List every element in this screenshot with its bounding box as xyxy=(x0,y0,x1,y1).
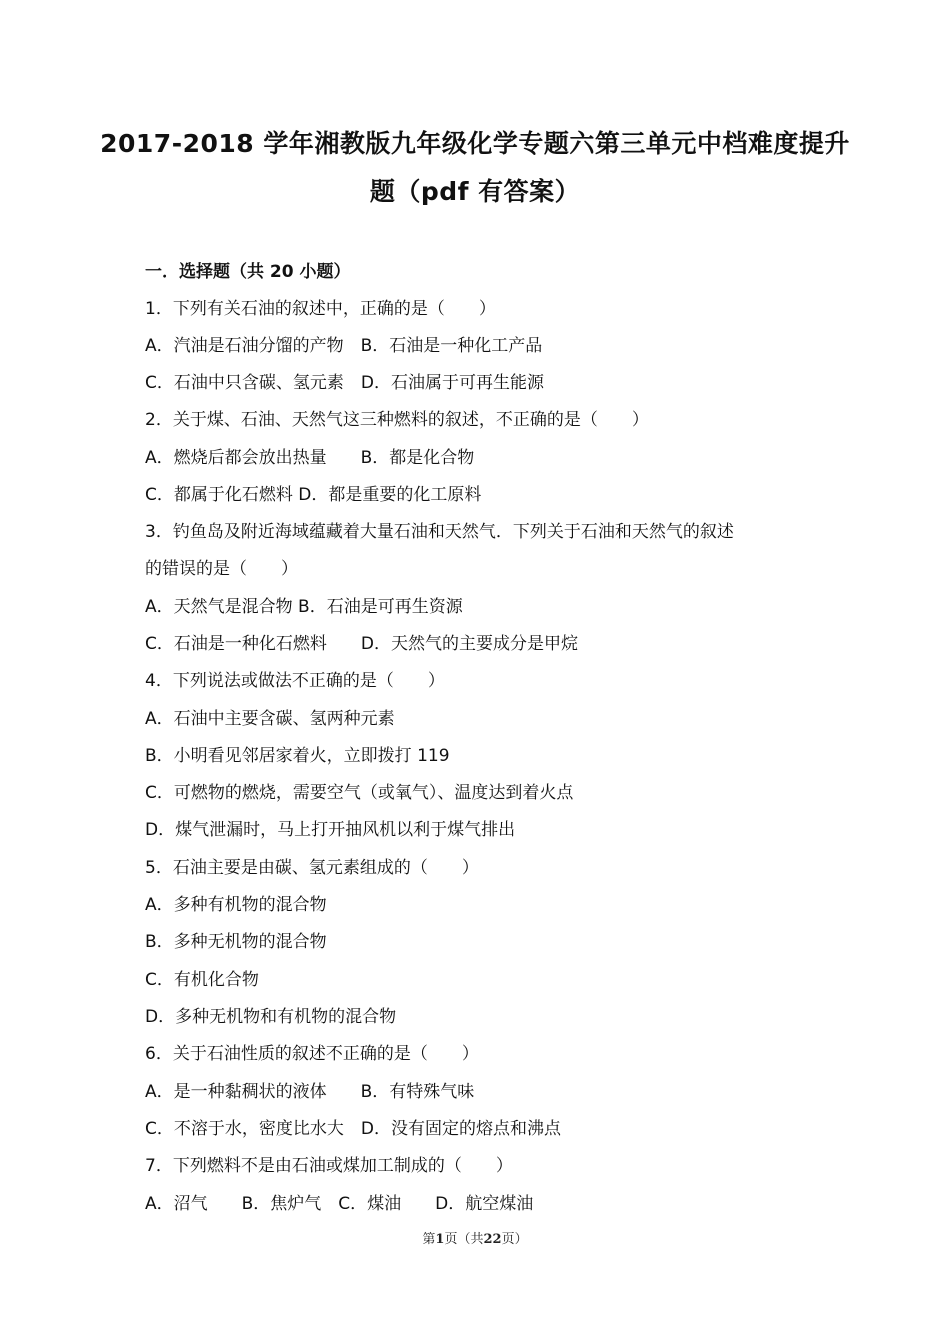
question-6-options-ab: A．是一种黏稠状的液体 B．有特殊气味 xyxy=(145,1082,475,1102)
question-4: 4．下列说法或做法不正确的是（ ） xyxy=(145,671,445,691)
question-6: 6．关于石油性质的叙述不正确的是（ ） xyxy=(145,1044,479,1064)
footer-page-number: 1 xyxy=(435,1232,445,1247)
question-4-option-d: D．煤气泄漏时，马上打开抽风机以利于煤气排出 xyxy=(145,820,516,840)
question-1-options-cd: C．石油中只含碳、氢元素 D．石油属于可再生能源 xyxy=(145,373,544,393)
footer-total-pages: 22 xyxy=(483,1232,502,1247)
footer-suffix: 页） xyxy=(501,1232,528,1247)
document-title-line-2: 题（pdf 有答案） xyxy=(369,177,581,206)
question-5-option-b: B．多种无机物的混合物 xyxy=(145,932,327,952)
question-4-option-a: A．石油中主要含碳、氢两种元素 xyxy=(145,709,395,729)
footer-prefix: 第 xyxy=(422,1232,436,1247)
question-1: 1．下列有关石油的叙述中，正确的是（ ） xyxy=(145,299,496,319)
question-4-option-c: C．可燃物的燃烧，需要空气（或氧气）、温度达到着火点 xyxy=(145,783,574,803)
question-4-option-b: B．小明看见邻居家着火，立即拨打 119 xyxy=(145,746,450,766)
question-2-options-ab: A．燃烧后都会放出热量 B．都是化合物 xyxy=(145,448,475,468)
question-1-options-ab: A．汽油是石油分馏的产物 B．石油是一种化工产品 xyxy=(145,336,543,356)
section-heading: 一．选择题（共 20 小题） xyxy=(145,262,351,282)
question-3: 3．钓鱼岛及附近海域蕴藏着大量石油和天然气．下列关于石油和天然气的叙述 xyxy=(145,522,734,542)
footer-mid: 页（共 xyxy=(444,1232,484,1247)
question-2: 2．关于煤、石油、天然气这三种燃料的叙述，不正确的是（ ） xyxy=(145,410,649,430)
question-2-options-cd: C．都属于化石燃料 D．都是重要的化工原料 xyxy=(145,485,482,505)
question-3-options-cd: C．石油是一种化石燃料 D．天然气的主要成分是甲烷 xyxy=(145,634,578,654)
question-5-option-c: C．有机化合物 xyxy=(145,970,259,990)
document-title-line-1: 2017-2018 学年湘教版九年级化学专题六第三单元中档难度提升 xyxy=(100,129,850,158)
question-3-continued: 的错误的是（ ） xyxy=(145,559,298,579)
question-7: 7．下列燃料不是由石油或煤加工制成的（ ） xyxy=(145,1156,513,1176)
question-5: 5．石油主要是由碳、氢元素组成的（ ） xyxy=(145,858,479,878)
page-footer xyxy=(0,1228,950,1247)
question-5-option-a: A．多种有机物的混合物 xyxy=(145,895,327,915)
question-5-option-d: D．多种无机物和有机物的混合物 xyxy=(145,1007,397,1027)
question-6-options-cd: C．不溶于水，密度比水大 D．没有固定的熔点和沸点 xyxy=(145,1119,561,1139)
question-3-options-ab: A．天然气是混合物 B．石油是可再生资源 xyxy=(145,597,463,617)
question-7-options: A．沼气 B．焦炉气 C．煤油 D．航空煤油 xyxy=(145,1194,534,1214)
